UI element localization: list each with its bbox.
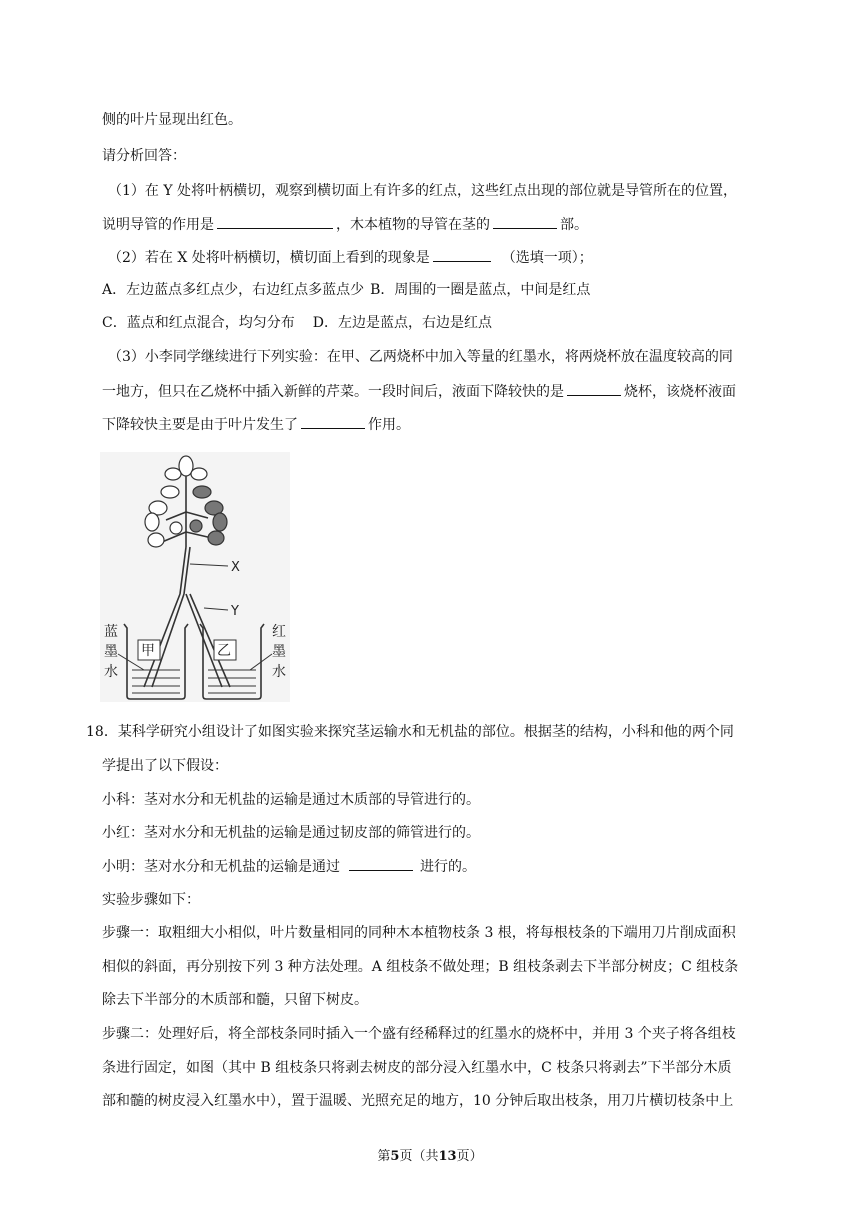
q1-text-a: 说明导管的作用是 (102, 217, 214, 233)
q1-line2 (102, 214, 588, 235)
analysis-prompt: 请分析回答： (102, 148, 186, 164)
q1-text-c: 部。 (560, 217, 588, 233)
current-page: 5 (390, 1149, 400, 1164)
label-x: X (231, 560, 240, 575)
q3-text-c: 下降较快主要是由于叶片发生了 (102, 417, 298, 433)
left-ink-char-3: 水 (104, 664, 118, 680)
footer-mid: 页（共 (399, 1149, 439, 1164)
answer-blank-2[interactable] (493, 214, 557, 229)
answer-blank-5[interactable] (301, 414, 365, 429)
hypothesis-xiaoming (102, 856, 476, 877)
step1-line2: 相似的斜面，再分别按下列 3 种方法处理。A 组枝条不做处理；B 组枝条剥去下半部分树皮；C 组枝条 (102, 959, 739, 975)
q1-line1: （1）在 Y 处将叶柄横切，观察到横切面上有许多的红点，这些红点出现的部位就是导管所在的位置， (108, 183, 738, 199)
beaker-right-label: 乙 (217, 643, 231, 659)
left-ink-char-1: 蓝 (104, 624, 118, 640)
q3-line3 (102, 414, 410, 435)
total-pages: 13 (438, 1149, 457, 1164)
hypothesis-xiaohong: 小红：茎对水分和无机盐的运输是通过韧皮部的筛管进行的。 (102, 825, 480, 841)
left-ink-char-2: 墨 (104, 644, 118, 660)
q2-line1 (108, 247, 593, 268)
q18-line1 (86, 722, 734, 742)
q2-text-a: （2）若在 X 处将叶柄横切，横切面上看到的现象是 (108, 250, 430, 266)
page-footer (0, 1148, 860, 1166)
step2-line3: 部和髓的树皮浸入红墨水中），置于温暖、光照充足的地方，10 分钟后取出枝条，用刀片横切枝条中上 (102, 1093, 734, 1109)
answer-blank-4[interactable] (567, 381, 621, 396)
hypothesis-xiaoke: 小科：茎对水分和无机盐的运输是通过木质部的导管进行的。 (102, 792, 480, 808)
options-row-2 (102, 313, 492, 333)
step2-line2: 条进行固定，如图（其中 B 组枝条只将剥去树皮的部分浸入红墨水中，C 枝条只将剥去”下半部分木质 (102, 1060, 732, 1076)
option-c: C．蓝点和红点混合，均匀分布 (102, 315, 295, 331)
footer-post: 页） (456, 1149, 483, 1164)
q3-line1: （3）小李同学继续进行下列实验：在甲、乙两烧杯中加入等量的红墨水，将两烧杯放在温度较高的同 (108, 349, 733, 365)
right-ink-char-3: 水 (272, 664, 286, 680)
beaker-left-label: 甲 (141, 643, 155, 659)
options-row-1 (102, 280, 590, 300)
q2-text-b: （选填一项）； (501, 250, 593, 266)
celery-experiment-figure (100, 452, 290, 702)
question-number: 18． (86, 724, 118, 740)
answer-blank-1[interactable] (217, 214, 333, 229)
q3-line2 (102, 381, 736, 402)
option-a: A．左边蓝点多红点少，右边红点多蓝点少 (102, 282, 365, 298)
paragraph-continuation: 侧的叶片显现出红色。 (102, 112, 242, 128)
footer-pre: 第 (377, 1149, 391, 1164)
step1-line1: 步骤一：取粗细大小相似，叶片数量相同的同种木本植物枝条 3 根，将每根枝条的下端用刀片削成面积 (102, 925, 736, 941)
q18-line2: 学提出了以下假设： (102, 758, 228, 774)
q3-text-d: 作用。 (368, 417, 410, 433)
xiaoming-text-b: 进行的。 (420, 859, 476, 875)
answer-blank-6[interactable] (349, 856, 413, 871)
option-d: D．左边是蓝点，右边是红点 (312, 315, 492, 331)
step1-line3: 除去下半部分的木质部和髓，只留下树皮。 (102, 992, 368, 1008)
q3-text-a: 一地方，但只在乙烧杯中插入新鲜的芹菜。一段时间后，液面下降较快的是 (102, 384, 564, 400)
q1-text-b: ，木本植物的导管在茎的 (336, 217, 490, 233)
right-ink-char-2: 墨 (272, 644, 286, 660)
option-b: B．周围的一圈是蓝点，中间是红点 (370, 282, 591, 298)
step2-line1: 步骤二：处理好后，将全部枝条同时插入一个盛有经稀释过的红墨水的烧杯中，并用 3 个夹子将各组枝 (102, 1026, 736, 1042)
right-ink-char-1: 红 (272, 624, 286, 640)
label-y: Y (231, 604, 239, 619)
answer-blank-3[interactable] (433, 247, 491, 262)
q18-text: 某科学研究小组设计了如图实验来探究茎运输水和无机盐的部位。根据茎的结构，小科和他的两个同 (117, 724, 734, 740)
q3-text-b: 烧杯，该烧杯液面 (624, 384, 736, 400)
steps-title: 实验步骤如下： (102, 892, 200, 908)
xiaoming-text-a: 小明：茎对水分和无机盐的运输是通过 (102, 859, 340, 875)
